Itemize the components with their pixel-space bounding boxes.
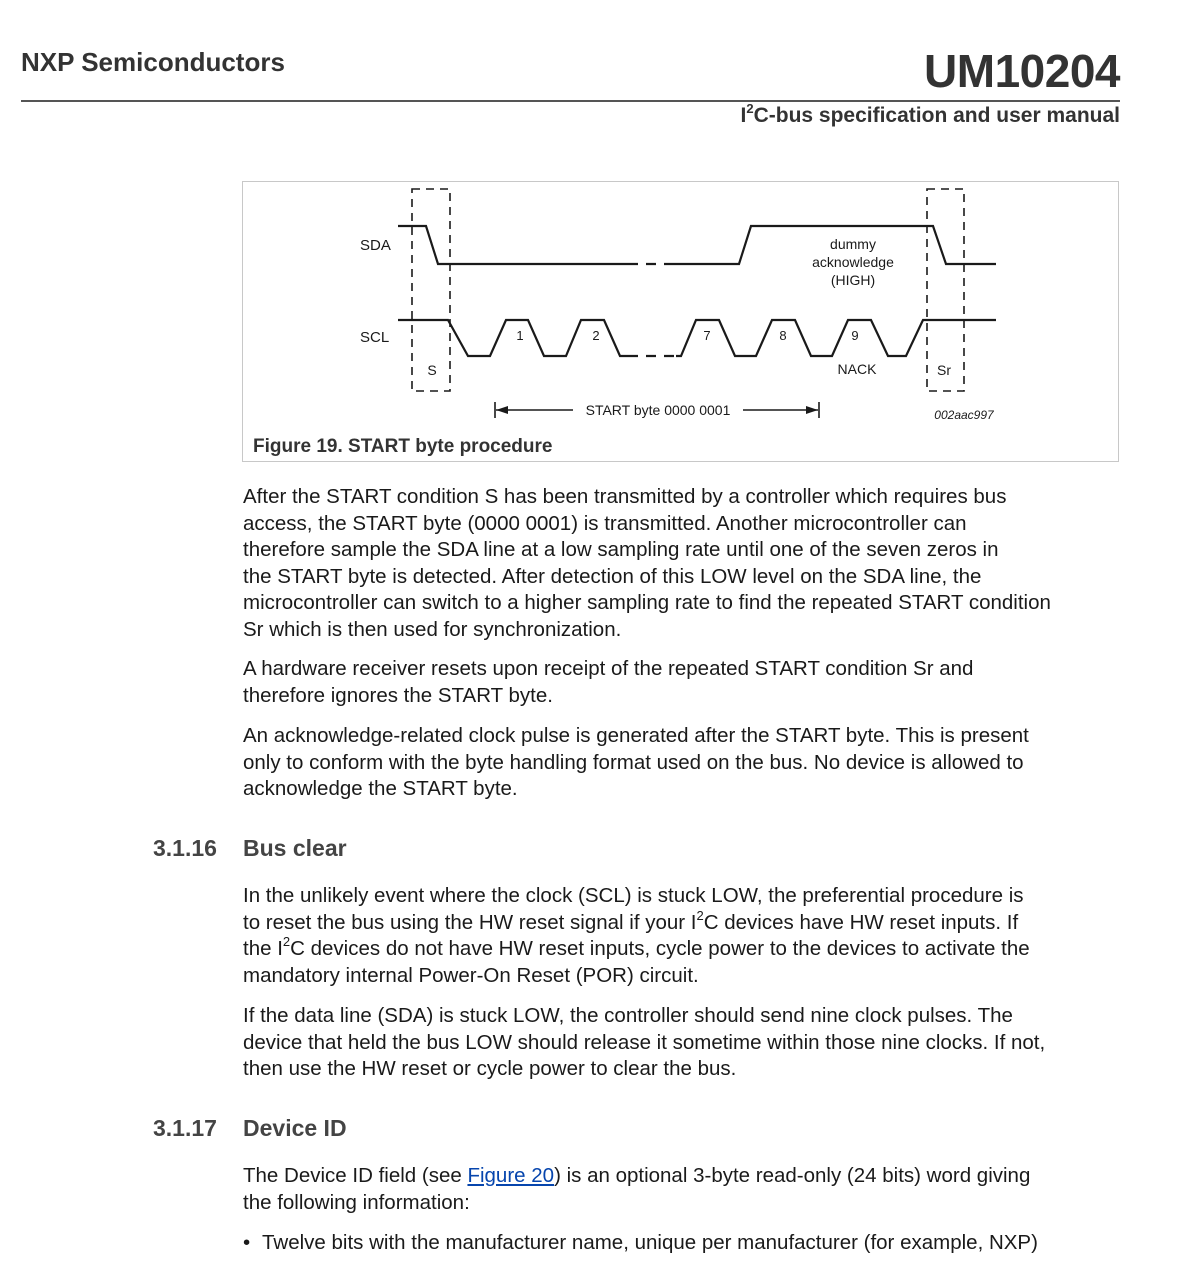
paragraph-start-byte	[243, 484, 1143, 644]
paragraph-acknowledge	[243, 723, 1143, 803]
company-name: NXP Semiconductors	[21, 47, 285, 77]
text-line: In the unlikely event where the clock (SCL) is stuck LOW, the preferential procedure is	[243, 884, 1024, 907]
dummy-label-3: (HIGH)	[830, 272, 876, 288]
bit-label-9: 9	[851, 328, 859, 343]
text-line: acknowledge the START byte.	[243, 777, 518, 801]
nack-label: NACK	[837, 361, 877, 377]
text-segment: C devices have HW reset inputs. If	[703, 910, 1019, 934]
header-divider	[21, 100, 1120, 102]
superscript: 2	[282, 934, 291, 950]
timing-diagram	[243, 182, 1120, 463]
text-line: device that held the bus LOW should release it sometime within those nine clocks. If not,	[243, 1030, 1046, 1054]
text-segment: C devices do not have HW reset inputs, cycle power to the devices to activate the	[290, 937, 1030, 961]
text-segment: ) is an optional 3-byte read-only (24 bits) word giving	[554, 1164, 1031, 1187]
text-line: Sr which is then used for synchronization.	[243, 617, 622, 641]
section-number-bus-clear: 3.1.16	[153, 835, 217, 861]
figure-start-byte	[242, 181, 1119, 462]
paragraph-bus-clear-1	[243, 883, 1143, 989]
arrowhead-right-icon	[806, 406, 818, 414]
text-segment: The Device ID field (see	[243, 1164, 468, 1187]
dummy-label-2: acknowledge	[812, 254, 894, 270]
sr-label: Sr	[937, 362, 951, 378]
text-line: An acknowledge-related clock pulse is generated after the START byte. This is present	[243, 724, 1029, 747]
text-line: then use the HW reset or cycle power to clear the bus.	[243, 1057, 737, 1081]
start-byte-label: START byte 0000 0001	[585, 402, 731, 418]
text-line: If the data line (SDA) is stuck LOW, the controller should send nine clock pulses. The	[243, 1004, 1013, 1027]
bit-label-8: 8	[779, 328, 787, 343]
superscript: 2	[696, 907, 704, 923]
start-condition-box	[412, 189, 450, 391]
dummy-label-1: dummy	[830, 236, 876, 252]
text-line: access, the START byte (0000 0001) is transmitted. Another microcontroller can	[243, 511, 967, 535]
text-line: the START byte is detected. After detection of this LOW level on the SDA line, the	[243, 564, 982, 588]
bullet-icon: •	[243, 1231, 251, 1254]
section-title-bus-clear: Bus clear	[243, 835, 347, 861]
figure-caption: Figure 19. START byte procedure	[253, 436, 553, 457]
scl-label: SCL	[360, 329, 390, 346]
text-line	[243, 907, 1143, 937]
paragraph-hardware-receiver	[243, 656, 1143, 709]
arrowhead-left-icon	[496, 406, 508, 414]
section-title-device-id: Device ID	[243, 1115, 347, 1141]
document-id: UM10204	[924, 45, 1120, 97]
sda-label: SDA	[360, 237, 391, 254]
subtitle-superscript: 2	[746, 101, 754, 116]
scl-waveform-end	[676, 320, 996, 356]
paragraph-device-id	[243, 1163, 1143, 1216]
text-line: the following information:	[243, 1190, 470, 1214]
text-line: only to conform with the byte handling format used on the bus. No device is allowed to	[243, 750, 1024, 774]
figure-20-link[interactable]: Figure 20	[467, 1164, 555, 1187]
text-line	[243, 1163, 1143, 1190]
s-label: S	[427, 362, 437, 378]
text-line: After the START condition S has been transmitted by a controller which requires bus	[243, 485, 1007, 508]
text-line: A hardware receiver resets upon receipt of the repeated START condition Sr and	[243, 657, 974, 680]
paragraph-bus-clear-2	[243, 1003, 1143, 1083]
figure-code: 002aac997	[934, 408, 994, 422]
text-line: mandatory internal Power-On Reset (POR) circuit.	[243, 963, 699, 987]
text-segment: to reset the bus using the HW reset signal if your I	[243, 910, 697, 934]
sda-waveform	[398, 226, 628, 264]
text-line	[243, 936, 1143, 963]
repeated-start-box	[927, 189, 964, 391]
subtitle-prefix: I	[740, 104, 747, 127]
text-segment: the I	[243, 937, 283, 961]
bit-label-2: 2	[592, 328, 600, 343]
document-subtitle	[740, 101, 1121, 128]
subtitle-rest: C-bus specification and user manual	[753, 104, 1120, 127]
text-line: therefore ignores the START byte.	[243, 683, 553, 707]
bit-label-1: 1	[516, 328, 524, 343]
list-item-text: Twelve bits with the manufacturer name, unique per manufacturer (for example, NXP)	[262, 1231, 1038, 1254]
text-line: therefore sample the SDA line at a low sampling rate until one of the seven zeros in	[243, 538, 999, 562]
bit-label-7: 7	[703, 328, 711, 343]
section-number-device-id: 3.1.17	[153, 1115, 217, 1141]
text-line: microcontroller can switch to a higher sampling rate to find the repeated START condition	[243, 591, 1051, 615]
